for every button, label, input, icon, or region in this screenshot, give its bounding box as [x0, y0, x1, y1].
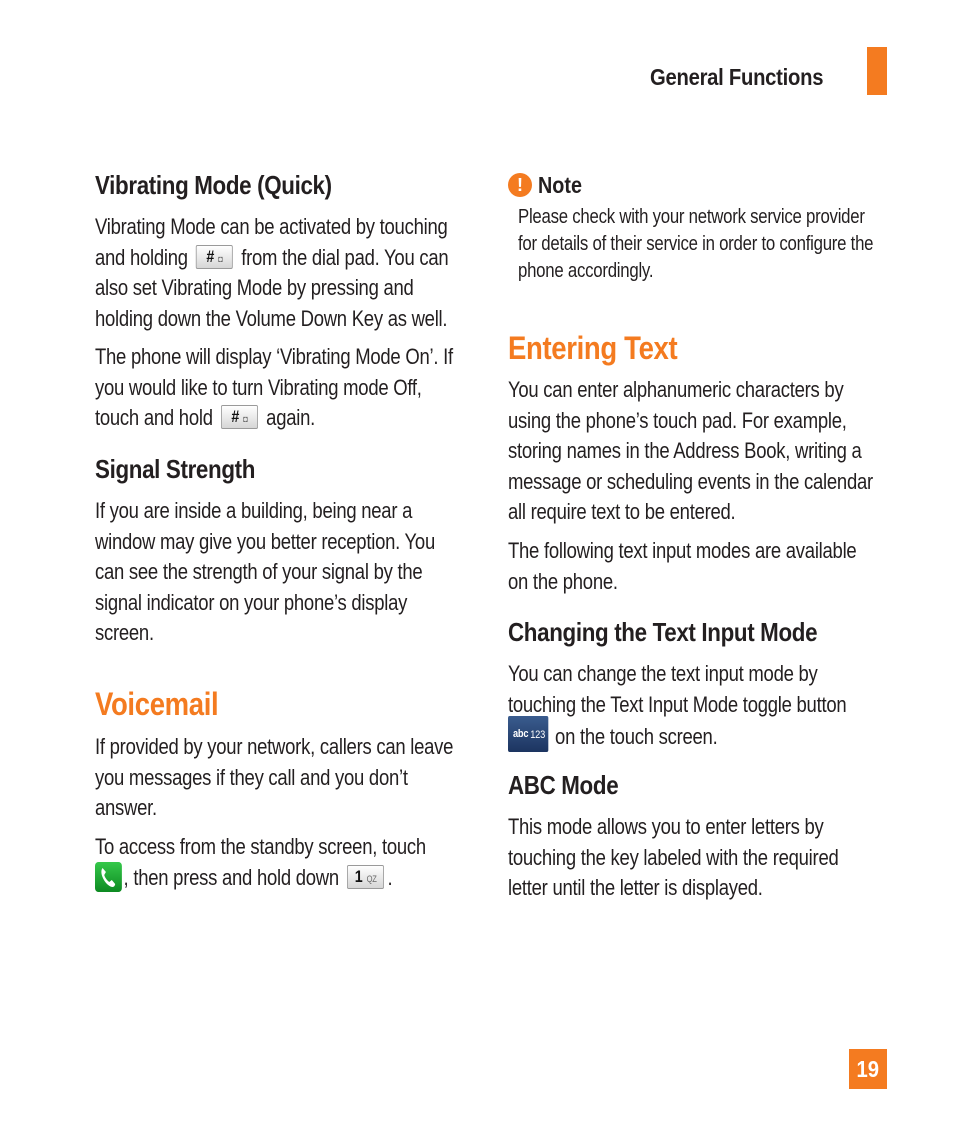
changing-text-a: You can change the text input mode by touching the Text Input Mode toggle button	[508, 661, 847, 717]
abc-mode-paragraph: This mode allows you to enter letters by touching the key labeled with the required letter until the letter is displayed.	[508, 814, 839, 900]
vibrating-p1-text-b: from the dial pad. You can also set Vibrating Mode by pressing and holding down the Volume Down Key as well.	[95, 244, 449, 331]
changing-text-b: on the touch screen.	[555, 723, 718, 749]
vibrating-p2-text-a: The phone will display ‘Vibrating Mode On’. If you would like to turn Vibrating mode Off, touch and hold	[95, 344, 453, 430]
voicemail-p2-text-b: , then press and hold down	[123, 864, 339, 890]
hash-key-label: #	[206, 246, 215, 266]
voicemail-p2-text-c: .	[387, 864, 393, 890]
one-key-label: 1	[354, 866, 363, 886]
one-key-icon	[347, 865, 384, 889]
vibrating-p1-text-a: Vibrating Mode can be activated by touching and holding	[95, 214, 448, 270]
section-tab-marker	[867, 47, 887, 95]
heading-abc-mode: ABC Mode	[508, 770, 619, 800]
heading-voicemail: Voicemail	[95, 686, 219, 722]
voicemail-p2-text-a: To access from the standby screen, touch	[95, 834, 426, 859]
abc-icon-bottom-label: 123	[530, 728, 545, 741]
abc-icon-top-label: abc	[513, 728, 529, 740]
vibrating-paragraph-1	[95, 212, 465, 334]
one-key-sublabel: QZ	[366, 873, 377, 884]
entering-text-paragraph-2: The following text input modes are available on the phone.	[508, 538, 857, 594]
note-title: Note	[538, 172, 582, 198]
signal-paragraph: If you are inside a building, being near a window may give you better reception. You can see the strength of your signal by the signal indicator on your phone’s display screen.	[95, 498, 435, 645]
page-number	[849, 1049, 887, 1089]
changing-paragraph	[508, 659, 878, 756]
heading-entering-text: Entering Text	[508, 330, 678, 366]
hash-key-icon: # ◘	[221, 405, 258, 429]
hash-key-icon: # ◘	[196, 245, 233, 269]
exclamation-icon: !	[508, 173, 532, 197]
heading-changing-input-mode: Changing the Text Input Mode	[508, 617, 818, 647]
phone-call-icon	[95, 862, 122, 892]
note-body: Please check with your network service provider for details of their service in order to configure the phone accordingly.	[518, 206, 874, 282]
hash-key-label: #	[231, 407, 240, 427]
voicemail-paragraph-1: If provided by your network, callers can leave you messages if they call and you don’t answer.	[95, 734, 454, 820]
vibrating-p2-text-b: again.	[266, 405, 316, 430]
abc-123-toggle-icon	[508, 716, 548, 752]
section-title: General Functions	[650, 64, 824, 90]
heading-signal-strength: Signal Strength	[95, 454, 256, 484]
page-number-label: 19	[856, 1056, 880, 1082]
heading-vibrating-mode: Vibrating Mode (Quick)	[95, 170, 332, 200]
entering-text-paragraph-1: You can enter alphanumeric characters by using the phone’s touch pad. For example, storing names in the Address Book, writing a message or scheduling events in the calendar all require text to be entered.	[508, 377, 873, 524]
voicemail-paragraph-2	[95, 832, 465, 894]
vibrating-paragraph-2	[95, 342, 465, 434]
